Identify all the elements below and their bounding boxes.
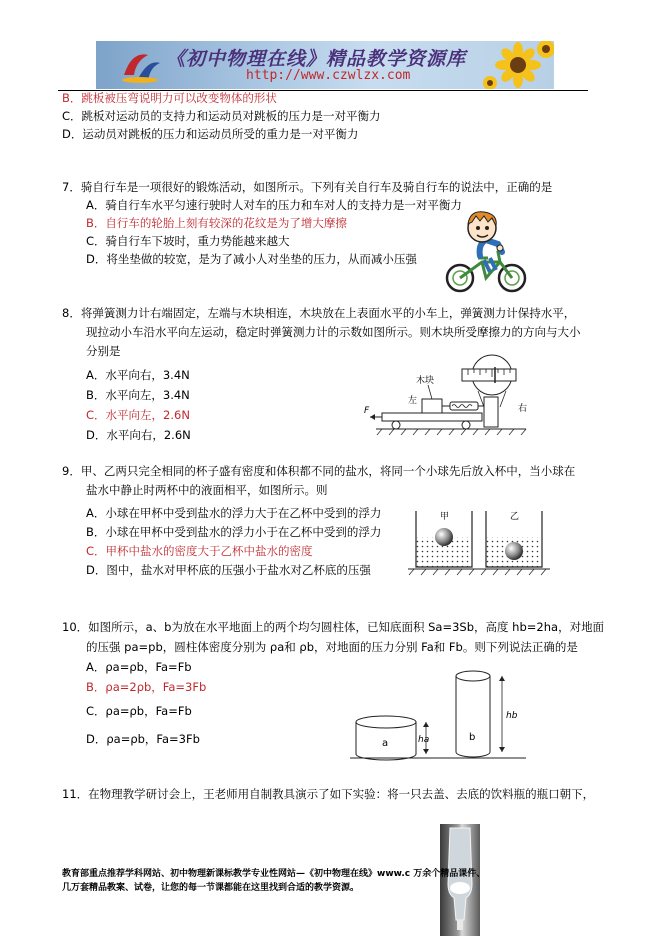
q8-option-c: C．水平向左，2.6N xyxy=(86,408,190,422)
q9-stem-line1: 9．甲、乙两只完全相同的杯子盛有密度和体积都不同的盐水，将同一个小球先后放入杯中，当小球在 xyxy=(62,464,576,478)
q7-stem: 7．骑自行车是一项很好的锻炼活动，如图所示。下列有关自行车及骑自行车的说法中，正确的是 xyxy=(62,180,553,194)
cups-figure xyxy=(406,505,552,581)
q8-stem-line1: 8．将弹簧测力计右端固定，左端与木块相连，木块放在上表面水平的小车上，弹簧测力计保持水平， xyxy=(62,306,576,320)
footer-line1: 教育部重点推荐学科网站、初中物理新课标教学专业性网站—《初中物理在线》www.c 万余个精品课件、 xyxy=(62,869,486,879)
q8-option-d: D．水平向右，2.6N xyxy=(86,428,191,442)
logo-icon xyxy=(118,45,162,85)
left-label: 左 xyxy=(408,396,418,406)
footer-line2: 几万套精品教案、试卷，让您的每一节课都能在这里找到合适的教学资源。 xyxy=(62,883,360,893)
q8-option-a: A．水平向右，3.4N xyxy=(86,368,190,382)
q7-option-d: D．将坐垫做的较宽，是为了减小人对坐垫的压力，从而减小压强 xyxy=(86,252,417,266)
q9-option-c: C．甲杯中盐水的密度大于乙杯中盐水的密度 xyxy=(86,544,313,558)
q7-option-b: B．自行车的轮胎上刻有较深的花纹是为了增大摩擦 xyxy=(86,216,347,230)
q8-option-b: B．水平向左，3.4N xyxy=(86,388,190,402)
q11-stem: 11．在物理教学研讨会上，王老师用自制教具演示了如下实验：将一只去盖、去底的饮料瓶的瓶口朝下， xyxy=(62,787,595,801)
q8-stem-line3: 分别是 xyxy=(86,344,121,358)
q10-option-d: D．ρa=ρb，Fa=3Fb xyxy=(86,732,200,746)
cylinder-b-label: b xyxy=(469,732,476,743)
height-b-label: hb xyxy=(506,711,518,721)
q7-option-a: A．骑自行车水平匀速行驶时人对车的压力和车对人的支持力是一对平衡力 xyxy=(86,198,462,212)
force-label: F xyxy=(364,406,370,416)
banner-url[interactable]: http://www.czwlzx.com xyxy=(246,68,411,83)
banner-title: 《初中物理在线》精品教学资源库 xyxy=(166,48,467,70)
q6-option-c: C．跳板对运动员的支持力和运动员对跳板的压力是一对平衡力 xyxy=(62,109,381,123)
header-banner xyxy=(96,41,554,89)
sunflower-icon xyxy=(482,41,554,89)
cup-yi-label: 乙 xyxy=(510,512,520,522)
block-label: 木块 xyxy=(416,376,435,386)
bicycle-rider-figure xyxy=(440,208,530,296)
q6-option-d: D．运动员对跳板的压力和运动员所受的重力是一对平衡力 xyxy=(62,127,359,141)
q9-stem-line2: 盐水中静止时两杯中的液面相平，如图所示。则 xyxy=(86,483,328,497)
q10-option-b: B．ρa=2ρb，Fa=3Fb xyxy=(86,680,207,694)
height-a-label: ha xyxy=(418,735,430,745)
right-label: 右 xyxy=(518,404,528,414)
cup-jia-label: 甲 xyxy=(440,512,450,522)
spring-scale-figure xyxy=(362,353,538,437)
q9-option-b: B．小球在甲杯中受到盐水的浮力小于在乙杯中受到的浮力 xyxy=(86,525,382,539)
q6-option-b: B．跳板被压弯说明力可以改变物体的形状 xyxy=(62,91,277,105)
q9-option-d: D．图中，盐水对甲杯底的压强小于盐水对乙杯底的压强 xyxy=(86,563,371,577)
q7-option-c: C．骑自行车下坡时，重力势能越来越大 xyxy=(86,234,290,248)
q8-stem-line2: 现拉动小车沿水平向左运动，稳定时弹簧测力计的示数如图所示。则木块所受摩擦力的方向与大小 xyxy=(86,325,581,339)
q10-option-c: C．ρa=ρb，Fa=Fb xyxy=(86,704,192,718)
q10-stem-line1: 10．如图所示，a、b为放在水平地面上的两个均匀圆柱体，已知底面积 Sa=3Sb，高度 hb=2ha，对地面 xyxy=(62,620,605,634)
cylinder-a-label: a xyxy=(382,738,389,749)
cylinders-figure xyxy=(350,664,530,764)
q9-option-a: A．小球在甲杯中受到盐水的浮力大于在乙杯中受到的浮力 xyxy=(86,506,382,520)
q10-stem-line2: 的压强 pa=pb，圆柱体密度分别为 ρa和 ρb，对地面的压力分别 Fa和 Fb。则下列说法正确的是 xyxy=(86,640,578,654)
q10-option-a: A．ρa=ρb，Fa=Fb xyxy=(86,660,192,674)
